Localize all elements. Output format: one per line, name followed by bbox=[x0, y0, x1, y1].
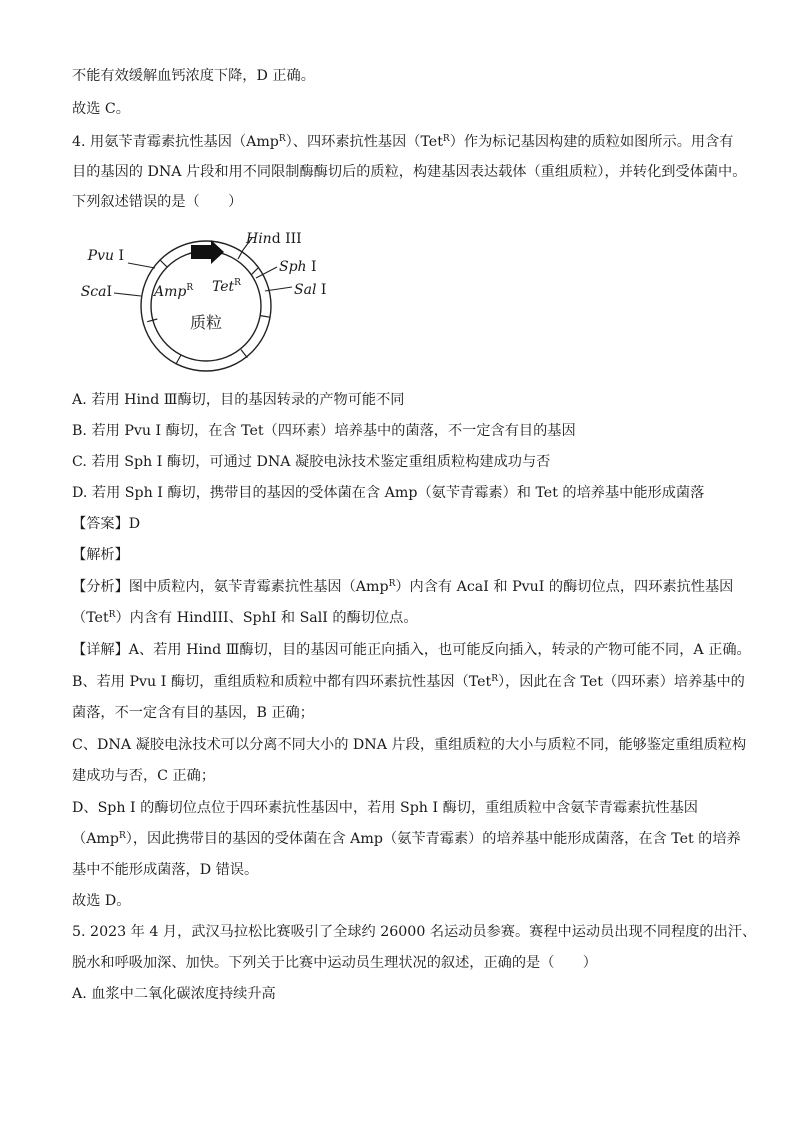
ring-segment-ticks bbox=[147, 250, 270, 364]
plasmid-diagram bbox=[70, 222, 360, 382]
xiangjie-d1: D、Sph I 的酶切位点位于四环素抗性基因中，若用 Sph I 酶切，重组质粒中含氨苄青霉素抗性基因 bbox=[72, 800, 698, 816]
xiangjie-a: 【详解】A、若用 Hind Ⅲ酶切，目的基因可能正向插入，也可能反向插入，转录的产物可能不同，A 正确。 bbox=[72, 642, 751, 658]
question-5-line-2: 脱水和呼吸加深、加快。下列关于比赛中运动员生理状况的叙述，正确的是（ ） bbox=[72, 955, 597, 971]
gene-label-amp: Amp$^R$ bbox=[154, 283, 194, 300]
question-4-stem: 4. 用氨苄青霉素抗性基因（Amp$^R$）、四环素抗性基因（Tet$^R$）作为标记基因构建的质粒如图所示。用含有 bbox=[72, 134, 734, 150]
plasmid-inner-ring bbox=[151, 251, 261, 361]
option-a: A. 若用 Hind Ⅲ酶切，目的基因转录的产物可能不同 bbox=[72, 392, 405, 408]
option-d: D. 若用 Sph I 酶切，携带目的基因的受体菌在含 Amp（氨苄青霉素）和 Tet 的培养基中能形成菌落 bbox=[72, 485, 705, 501]
site-label-sca: ScaI bbox=[80, 284, 112, 300]
question-5-option-a: A. 血浆中二氧化碳浓度持续升高 bbox=[72, 986, 276, 1002]
xiangjie-d2: （Amp$^R$），因此携带目的基因的受体菌在含 Amp（氨苄青霉素）的培养基中能形成菌落，在含 Tet 的培养 bbox=[72, 831, 741, 847]
site-label-sph: Sph I bbox=[279, 259, 317, 275]
xiangjie-d3: 基中不能形成菌落，D 错误。 bbox=[72, 862, 259, 878]
site-label-pvu: Pvu I bbox=[87, 248, 124, 264]
xiangjie-c2: 建成功与否，C 正确； bbox=[72, 768, 216, 784]
promoter-arrow-icon bbox=[191, 240, 224, 264]
question-5-line-1: 5. 2023 年 4 月，武汉马拉松比赛吸引了全球约 26000 名运动员参赛。赛程中运动员出现不同程度的出汗、 bbox=[72, 924, 757, 940]
fenxi-line-1: 【分析】图中质粒内，氨苄青霉素抗性基因（Amp$^R$）内含有 AcaI 和 PvuI 的酶切位点，四环素抗性基因 bbox=[72, 579, 734, 595]
text-line: 下列叙述错误的是（ ） bbox=[72, 194, 243, 210]
xiangjie-end: 故选 D。 bbox=[72, 893, 131, 909]
plasmid-center-label: 质粒 bbox=[189, 313, 223, 332]
analysis-heading: 【解析】 bbox=[72, 547, 129, 563]
text-line: 故选 C。 bbox=[72, 101, 130, 117]
xiangjie-b1: B、若用 Pvu I 酶切，重组质粒和质粒中都有四环素抗性基因（Tet$^R$），因此在含 Tet（四环素）培养基中的 bbox=[72, 674, 745, 690]
site-label-sal: Sal I bbox=[294, 282, 327, 298]
xiangjie-b2: 菌落，不一定含有目的基因，B 正确； bbox=[72, 705, 314, 721]
xiangjie-c1: C、DNA 凝胶电泳技术可以分离不同大小的 DNA 片段，重组质粒的大小与质粒不同，能够鉴定重组质粒构 bbox=[72, 737, 747, 753]
answer-line: 【答案】D bbox=[72, 516, 141, 532]
fenxi-line-2: （Tet$^R$）内含有 HindIII、SphI 和 SalI 的酶切位点。 bbox=[72, 610, 418, 626]
gene-label-tet: Tet$^R$ bbox=[212, 278, 241, 295]
option-b: B. 若用 Pvu I 酶切，在含 Tet（四环素）培养基中的菌落，不一定含有目的基因 bbox=[72, 423, 576, 439]
option-c: C. 若用 Sph I 酶切，可通过 DNA 凝胶电泳技术鉴定重组质粒构建成功与否 bbox=[72, 454, 551, 470]
site-label-hind: Hind III bbox=[246, 231, 302, 247]
text-line: 不能有效缓解血钙浓度下降，D 正确。 bbox=[72, 68, 315, 84]
text-line: 目的基因的 DNA 片段和用不同限制酶酶切后的质粒，构建基因表达载体（重组质粒），并转化到受体菌中。 bbox=[72, 164, 747, 180]
